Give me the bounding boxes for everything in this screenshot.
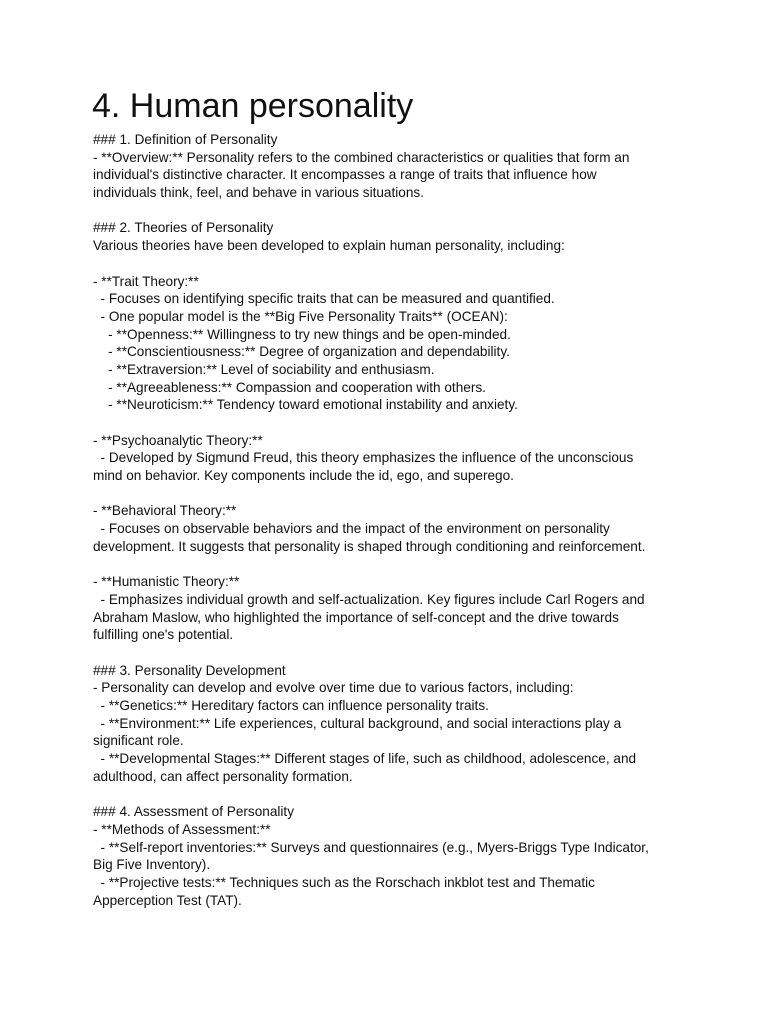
document-body xyxy=(93,131,683,909)
text-line: fulfilling one's potential. xyxy=(93,627,234,643)
text-line: development. It suggests that personality is shaped through conditioning and reinforcement. xyxy=(93,538,646,554)
text-line: significant role. xyxy=(93,733,184,749)
blank-line xyxy=(93,785,683,803)
text-line: Abraham Maslow, who highlighted the importance of self-concept and the drive towards xyxy=(93,609,619,625)
blank-line xyxy=(93,644,683,662)
text-line: - Emphasizes individual growth and self-actualization. Key figures include Carl Rogers and xyxy=(93,591,645,607)
text-line: - **Self-report inventories:** Surveys and questionnaires (e.g., Myers-Briggs Type Indicator, xyxy=(93,839,649,855)
text-line: mind on behavior. Key components include the id, ego, and superego. xyxy=(93,468,514,484)
text-line: - **Conscientiousness:** Degree of organization and dependability. xyxy=(93,344,510,360)
text-line: - Focuses on identifying specific traits that can be measured and quantified. xyxy=(93,291,555,307)
blank-line xyxy=(93,202,683,220)
text-line: - **Trait Theory:** xyxy=(93,273,199,289)
text-line: - **Overview:** Personality refers to the combined characteristics or qualities that form an xyxy=(93,149,630,165)
text-line: - Developed by Sigmund Freud, this theory emphasizes the influence of the unconscious xyxy=(93,450,634,466)
text-line: Various theories have been developed to explain human personality, including: xyxy=(93,238,565,254)
text-line: Big Five Inventory). xyxy=(93,857,211,873)
text-line: - **Extraversion:** Level of sociability and enthusiasm. xyxy=(93,361,435,377)
text-line: - **Openness:** Willingness to try new things and be open-minded. xyxy=(93,326,511,342)
text-line: - **Genetics:** Hereditary factors can influence personality traits. xyxy=(93,698,489,713)
text-line: - **Neuroticism:** Tendency toward emotional instability and anxiety. xyxy=(93,397,518,413)
text-line: individual's distinctive character. It encompasses a range of traits that influence how xyxy=(93,167,597,183)
text-line: - **Methods of Assessment:** xyxy=(93,821,271,837)
text-line: - **Environment:** Life experiences, cultural background, and social interactions play a xyxy=(93,715,622,731)
text-line: ### 2. Theories of Personality xyxy=(93,220,274,236)
blank-line xyxy=(93,556,683,574)
text-line: - Focuses on observable behaviors and the impact of the environment on personality xyxy=(93,521,610,537)
text-line: ### 3. Personality Development xyxy=(93,662,286,678)
document-title: 4. Human personality xyxy=(92,87,414,125)
text-line: Apperception Test (TAT). xyxy=(93,892,242,908)
text-line: - **Projective tests:** Techniques such as the Rorschach inkblot test and Thematic xyxy=(93,874,595,890)
blank-line xyxy=(93,255,683,273)
text-line: ### 4. Assessment of Personality xyxy=(93,804,294,820)
text-line: ### 1. Definition of Personality xyxy=(93,132,278,147)
text-line: adulthood, can affect personality formation. xyxy=(93,768,353,784)
text-line: - **Humanistic Theory:** xyxy=(93,574,240,590)
text-line: individuals think, feel, and behave in various situations. xyxy=(93,185,424,201)
text-line: - **Developmental Stages:** Different stages of life, such as childhood, adolescence, and xyxy=(93,751,637,767)
text-line: - **Psychoanalytic Theory:** xyxy=(93,432,263,448)
text-line: - **Behavioral Theory:** xyxy=(93,503,237,519)
text-line: - Personality can develop and evolve over time due to various factors, including: xyxy=(93,680,574,696)
text-line: - One popular model is the **Big Five Personality Traits** (OCEAN): xyxy=(93,308,508,324)
blank-line xyxy=(93,485,683,503)
text-line: - **Agreeableness:** Compassion and cooperation with others. xyxy=(93,379,486,395)
blank-line xyxy=(93,414,683,432)
